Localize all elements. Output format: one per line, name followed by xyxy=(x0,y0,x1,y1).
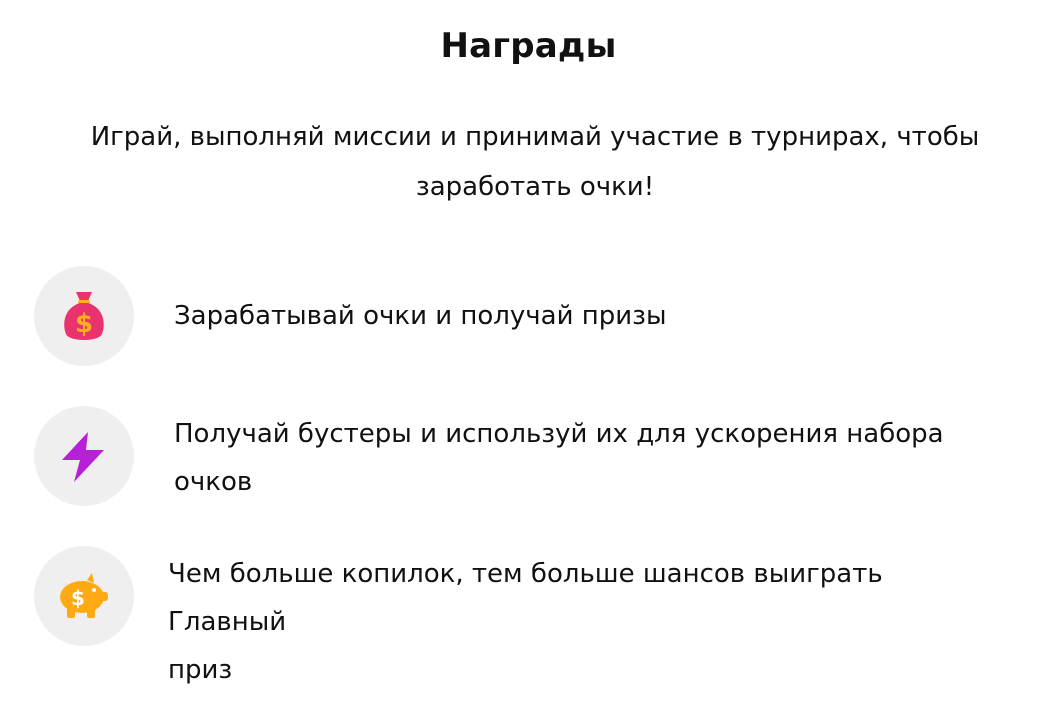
reward-item-piggy-banks xyxy=(34,546,1024,685)
money-bag-icon xyxy=(54,286,114,346)
svg-text:$: $ xyxy=(71,586,85,610)
svg-text:$: $ xyxy=(74,309,94,339)
reward-text-line-1: Чем больше копилок, тем больше шансов выиграть Главный xyxy=(168,559,883,637)
reward-text xyxy=(174,410,1014,506)
reward-item-points xyxy=(34,266,1024,366)
reward-text xyxy=(174,292,1014,340)
reward-text-line-2: приз xyxy=(168,655,233,685)
page-subtitle xyxy=(70,112,1000,212)
lightning-bolt-icon xyxy=(54,426,114,486)
reward-icon-circle xyxy=(34,406,134,506)
reward-item-boosters xyxy=(34,406,1024,506)
piggy-bank-icon xyxy=(54,566,114,626)
reward-icon-circle xyxy=(34,266,134,366)
reward-text-line-1: Получай бустеры и используй их для ускорения набора xyxy=(174,419,944,449)
subtitle-line-2: заработать очки! xyxy=(415,172,655,202)
page-title: Награды xyxy=(440,26,617,66)
subtitle-line-1: Играй, выполняй миссии и принимай участие в турнирах, чтобы xyxy=(90,122,980,152)
reward-icon-circle xyxy=(34,546,134,646)
reward-text xyxy=(168,550,1008,694)
reward-text-line-1: Зарабатывай очки и получай призы xyxy=(174,301,667,331)
reward-text-line-2: очков xyxy=(174,467,253,497)
